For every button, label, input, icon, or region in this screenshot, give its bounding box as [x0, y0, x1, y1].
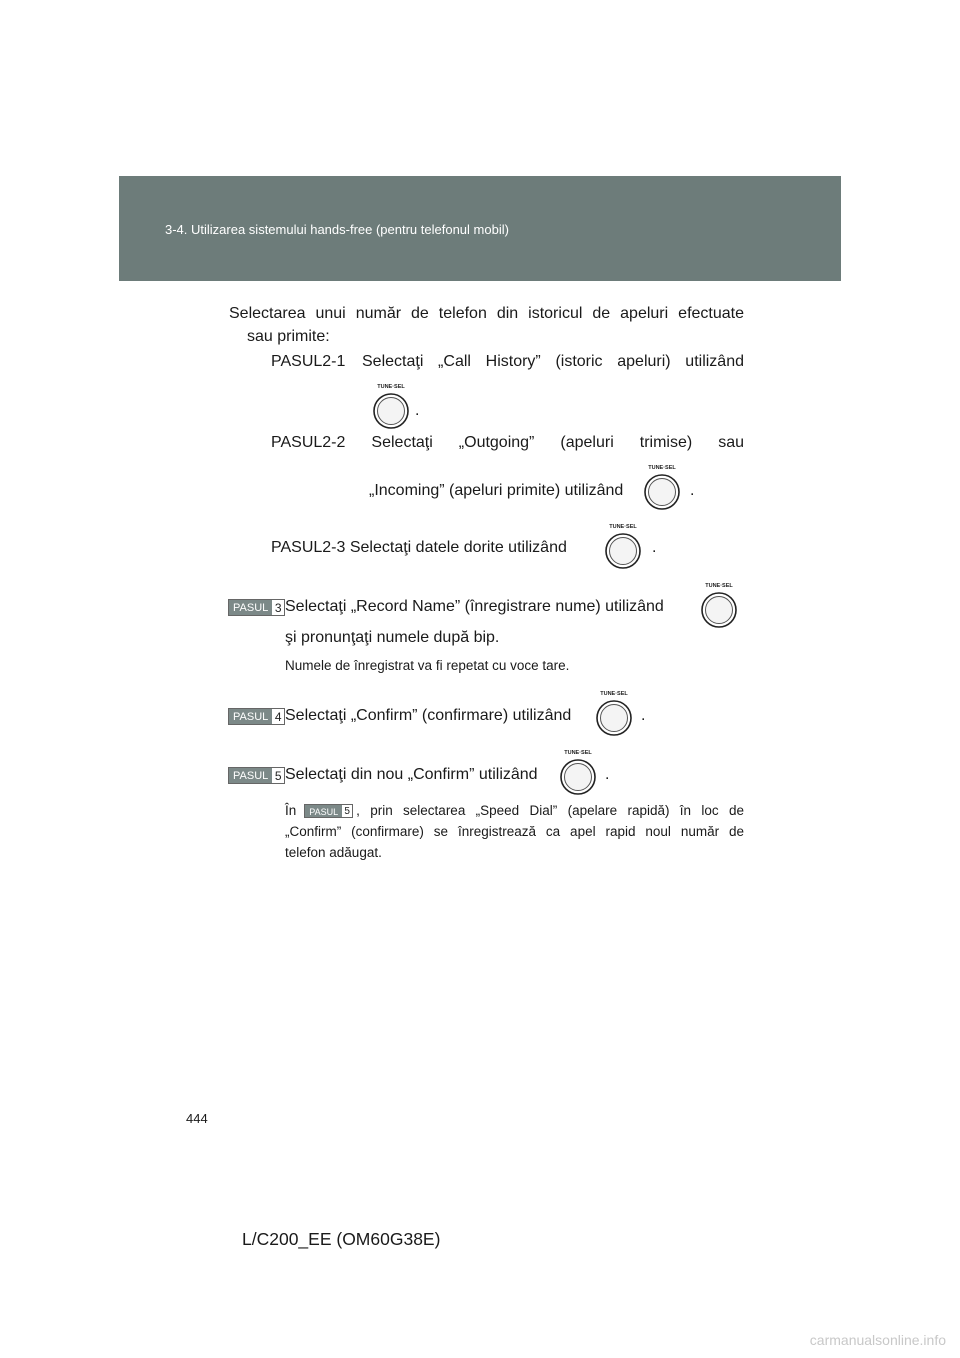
- step-badge-label: PASUL: [305, 805, 342, 817]
- section-header: [119, 176, 841, 281]
- step2-1-text: Selectaţi „Call History” (istoric apeluri) utilizând: [362, 353, 744, 370]
- note-step-badge: [304, 804, 353, 818]
- step2-2-line-1: PASUL2-2 Selectaţi „Outgoing” (apeluri trimise) sau: [271, 434, 744, 451]
- step2-3-text: PASUL2-3 Selectaţi datele dorite utilizând: [271, 539, 567, 556]
- note-prefix: În: [285, 803, 297, 818]
- note-line-1-rest: , prin selectarea „Speed Dial” (apelare rapidă) în loc de: [356, 803, 744, 818]
- note-line-2: „Confirm” (confirmare) se înregistrează ca apel rapid noul număr de: [285, 824, 744, 839]
- tune-sel-knob-icon: [697, 580, 741, 630]
- note-line-3: telefon adăugat.: [285, 845, 382, 860]
- intro-line-1: Selectarea unui număr de telefon din istoricul de apeluri efectuate: [229, 305, 744, 322]
- svg-text:TUNE·SEL: TUNE·SEL: [564, 750, 592, 756]
- step-badge-5: [228, 767, 285, 784]
- tune-sel-knob-icon: [592, 688, 636, 738]
- svg-text:TUNE·SEL: TUNE·SEL: [609, 524, 637, 530]
- step2-1-line: [271, 352, 744, 372]
- tune-sel-knob-icon: [640, 462, 684, 512]
- step-badge-4: [228, 708, 285, 725]
- intro-line-2: sau primite:: [247, 328, 330, 345]
- step-badge-label: PASUL: [229, 600, 272, 615]
- step-badge-label: PASUL: [229, 768, 272, 783]
- step3-line-2: şi pronunţaţi numele după bip.: [285, 629, 500, 646]
- step-badge-number: 5: [342, 805, 352, 817]
- step2-1-end: .: [415, 402, 420, 419]
- tune-sel-knob-icon: [369, 381, 413, 431]
- tune-sel-knob-icon: [601, 521, 645, 571]
- step4-text: Selectaţi „Confirm” (confirmare) utilizând: [285, 707, 572, 724]
- step-badge-number: 5: [272, 768, 284, 783]
- section-title: 3-4. Utilizarea sistemului hands-free (pentru telefonul mobil): [165, 222, 509, 237]
- page-number: 444: [186, 1111, 208, 1126]
- svg-text:TUNE·SEL: TUNE·SEL: [600, 691, 628, 697]
- step2-3-end: .: [652, 539, 657, 556]
- step5-end: .: [605, 766, 610, 783]
- step2-2-line-2: „Incoming” (apeluri primite) utilizând: [369, 482, 624, 499]
- step5-text: Selectaţi din nou „Confirm” utilizând: [285, 766, 538, 783]
- step4-end: .: [641, 707, 646, 724]
- svg-text:TUNE·SEL: TUNE·SEL: [377, 384, 405, 390]
- step-badge-number: 3: [272, 600, 284, 615]
- step3-line-1: Selectaţi „Record Name” (înregistrare nume) utilizând: [285, 598, 664, 615]
- step-badge-number: 4: [272, 709, 284, 724]
- step-badge-3: [228, 599, 285, 616]
- step-badge-label: PASUL: [229, 709, 272, 724]
- svg-text:TUNE·SEL: TUNE·SEL: [705, 583, 733, 589]
- svg-text:TUNE·SEL: TUNE·SEL: [648, 465, 676, 471]
- tune-sel-knob-icon: [556, 747, 600, 797]
- step2-2-end: .: [690, 482, 695, 499]
- step2-1-prefix: PASUL2-1: [271, 353, 346, 370]
- step3-note: Numele de înregistrat va fi repetat cu voce tare.: [285, 658, 570, 673]
- watermark: carmanualsonline.info: [809, 1332, 946, 1348]
- document-code: L/C200_EE (OM60G38E): [242, 1229, 441, 1249]
- note-line-1: [285, 801, 744, 821]
